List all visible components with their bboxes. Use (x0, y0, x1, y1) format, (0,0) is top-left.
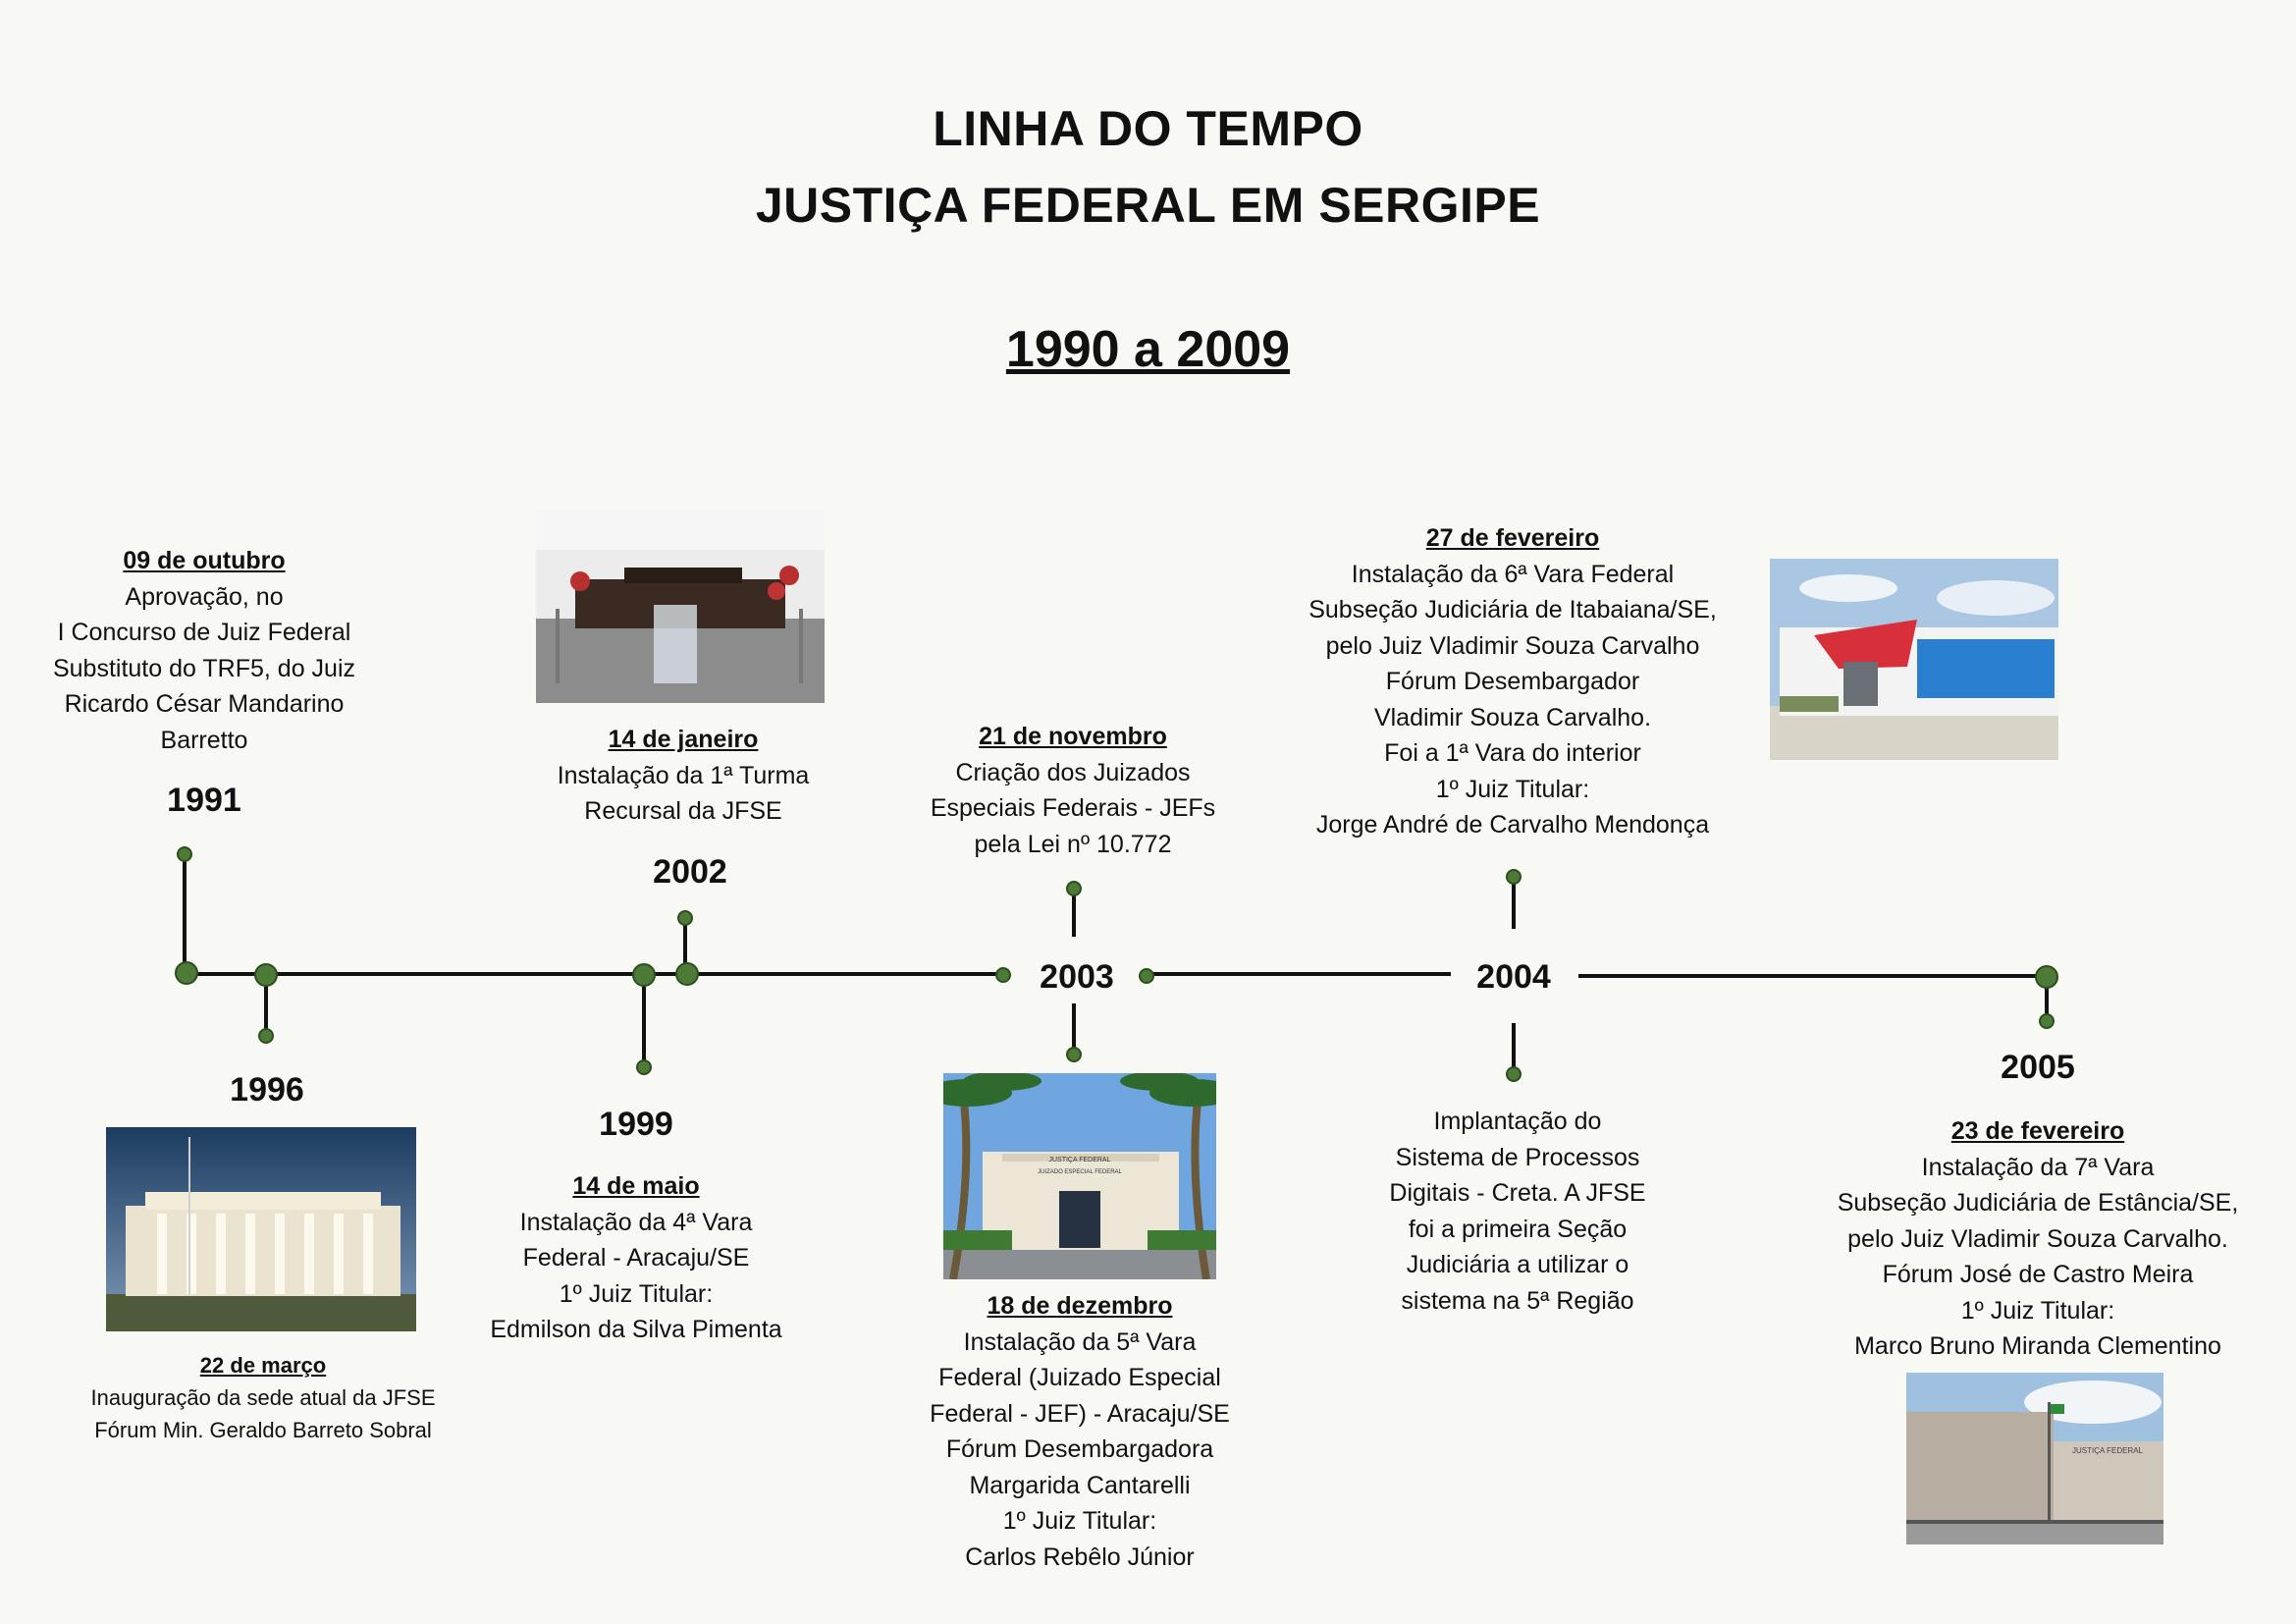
year-2005: 2005 (2001, 1049, 2075, 1086)
year-2004: 2004 (1476, 958, 1551, 996)
branch-1991 (183, 854, 187, 972)
event-2004-itabaiana-line: Vladimir Souza Carvalho. (1373, 703, 1652, 731)
event-2004-itabaiana-line: 1º Juiz Titular: (1435, 775, 1590, 803)
jef-sign-text: JUSTIÇA FEDERAL (1048, 1157, 1111, 1164)
event-2003-line: Federal (Juizado Especial (938, 1364, 1221, 1391)
node-1991-top (177, 846, 192, 862)
event-2004-itabaiana-line: Instalação da 6ª Vara Federal (1351, 560, 1675, 588)
event-2004-creta-line: sistema na 5ª Região (1401, 1286, 1634, 1315)
node-2002 (675, 962, 699, 986)
event-1996-line: Fórum Min. Geraldo Barreto Sobral (94, 1418, 432, 1442)
event-2004-creta (1351, 1104, 1684, 1319)
event-2004-creta-line: foi a primeira Seção (1408, 1215, 1628, 1243)
event-1991-line: Barretto (160, 726, 248, 754)
event-2003 (903, 1288, 1256, 1575)
event-2005-line: Instalação da 7ª Vara (1921, 1153, 2155, 1181)
event-2005-line: 1º Juiz Titular: (1960, 1296, 2115, 1325)
event-2002 (510, 722, 856, 830)
event-1991-line: Ricardo César Mandarino (64, 690, 345, 718)
event-2005-line: Marco Bruno Miranda Clementino (1854, 1332, 2221, 1360)
event-2003-jef-creation-line: Criação dos Juizados (955, 758, 1191, 786)
event-1999-line: Federal - Aracaju/SE (522, 1244, 750, 1272)
event-2004-itabaiana-line: Foi a 1ª Vara do interior (1384, 739, 1641, 767)
jef-sign-text-2: JUIZADO ESPECIAL FEDERAL (1038, 1169, 1122, 1175)
year-1999: 1999 (599, 1106, 673, 1143)
event-1991-date: 09 de outubro (123, 547, 286, 574)
event-2003-line: Carlos Rebêlo Júnior (965, 1543, 1195, 1571)
event-1996 (59, 1349, 467, 1446)
event-2005 (1816, 1113, 2260, 1365)
event-2005-line: pelo Juiz Vladimir Souza Carvalho. (1847, 1224, 2228, 1253)
event-2002-line: Instalação da 1ª Turma (557, 761, 810, 789)
event-2004-creta-line: Implantação do (1433, 1108, 1602, 1135)
timeline-main-line (187, 972, 1003, 976)
event-2004-creta-line: Digitais - Creta. A JFSE (1389, 1179, 1646, 1207)
event-2004-creta-line: Sistema de Processos (1395, 1143, 1640, 1171)
event-2004-itabaiana-line: pelo Juiz Vladimir Souza Carvalho (1325, 631, 1700, 660)
node-2004-bottom (1506, 1066, 1522, 1082)
photo-forum-estancia (1906, 1373, 2163, 1544)
photo-forum-itabaiana (1770, 559, 2058, 760)
event-2005-date: 23 de fevereiro (1950, 1117, 2125, 1145)
node-2004-top (1506, 869, 1522, 885)
event-2003-line: Federal - JEF) - Aracaju/SE (930, 1399, 1230, 1428)
event-2002-line: Recursal da JFSE (584, 797, 782, 825)
event-1996-line: Inauguração da sede atual da JFSE (90, 1385, 436, 1410)
node-2005-bottom (2039, 1013, 2055, 1029)
event-2004-itabaiana-date: 27 de fevereiro (1425, 524, 1600, 552)
year-1996: 1996 (230, 1071, 304, 1109)
node-1996 (254, 963, 278, 987)
page-subtitle: JUSTIÇA FEDERAL EM SERGIPE (755, 178, 1541, 233)
event-2003-line: Instalação da 5ª Vara (963, 1327, 1197, 1356)
event-1996-date: 22 de março (199, 1353, 327, 1378)
branch-2004-down (1512, 1023, 1516, 1072)
event-2003-jef-creation (913, 719, 1233, 862)
event-2004-itabaiana-line: Jorge André de Carvalho Mendonça (1315, 811, 1710, 839)
event-1999-line: 1º Juiz Titular: (559, 1279, 714, 1308)
branch-2004-up (1512, 882, 1516, 929)
event-2003-jef-creation-line: Especiais Federais - JEFs (930, 794, 1216, 822)
event-2003-date: 18 de dezembro (987, 1292, 1173, 1320)
year-1991: 1991 (167, 782, 241, 819)
event-2004-itabaiana-line: Fórum Desembargador (1385, 668, 1640, 695)
branch-1999 (642, 974, 646, 1066)
year-2003: 2003 (1040, 958, 1114, 996)
event-1999-date: 14 de maio (572, 1172, 700, 1200)
event-1991-line: I Concurso de Juiz Federal (57, 619, 351, 646)
estancia-sign-text: JUSTIÇA FEDERAL (2071, 1446, 2144, 1455)
year-2002: 2002 (653, 853, 727, 891)
event-2004-itabaiana (1286, 520, 1739, 843)
branch-2003-up (1072, 892, 1076, 937)
event-2002-date: 14 de janeiro (608, 726, 759, 753)
node-2002-top (677, 910, 693, 926)
event-2003-line: Margarida Cantarelli (969, 1471, 1191, 1499)
event-2003-line: Fórum Desembargadora (945, 1435, 1214, 1463)
event-1991-line: Substituto do TRF5, do Juiz (52, 654, 356, 682)
node-2005 (2035, 965, 2058, 989)
event-1999-line: Edmilson da Silva Pimenta (490, 1316, 782, 1343)
timeline-segment-2004-2005 (1578, 974, 2048, 978)
page-title: LINHA DO TEMPO (933, 101, 1363, 156)
node-2003-top (1066, 881, 1082, 896)
event-2004-itabaiana-line: Subseção Judiciária de Itabaiana/SE, (1308, 596, 1717, 623)
event-2005-line: Subseção Judiciária de Estância/SE, (1837, 1189, 2239, 1217)
event-2003-line: 1º Juiz Titular: (1002, 1507, 1157, 1535)
node-1996-bottom (258, 1028, 274, 1044)
photo-turma-recursal-courtroom (536, 511, 825, 703)
event-1991 (20, 543, 389, 758)
node-1999 (632, 963, 656, 987)
event-2005-line: Fórum José de Castro Meira (1882, 1261, 2194, 1288)
photo-sede-jfse (106, 1127, 416, 1331)
event-2003-jef-creation-date: 21 de novembro (979, 723, 1167, 750)
event-1999-line: Instalação da 4ª Vara (519, 1208, 753, 1236)
timeline-segment-2003-2004 (1148, 972, 1451, 976)
node-1991 (175, 961, 198, 985)
event-1999 (461, 1168, 811, 1348)
period-heading: 1990 a 2009 (1005, 321, 1291, 378)
event-1991-line: Aprovação, no (125, 582, 284, 611)
event-2003-jef-creation-line: pela Lei nº 10.772 (974, 830, 1172, 858)
photo-juizado-especial-federal (943, 1073, 1216, 1279)
node-2003-bottom (1066, 1047, 1082, 1062)
node-1999-bottom (636, 1059, 652, 1075)
event-2004-creta-line: Judiciária a utilizar o (1406, 1251, 1629, 1278)
